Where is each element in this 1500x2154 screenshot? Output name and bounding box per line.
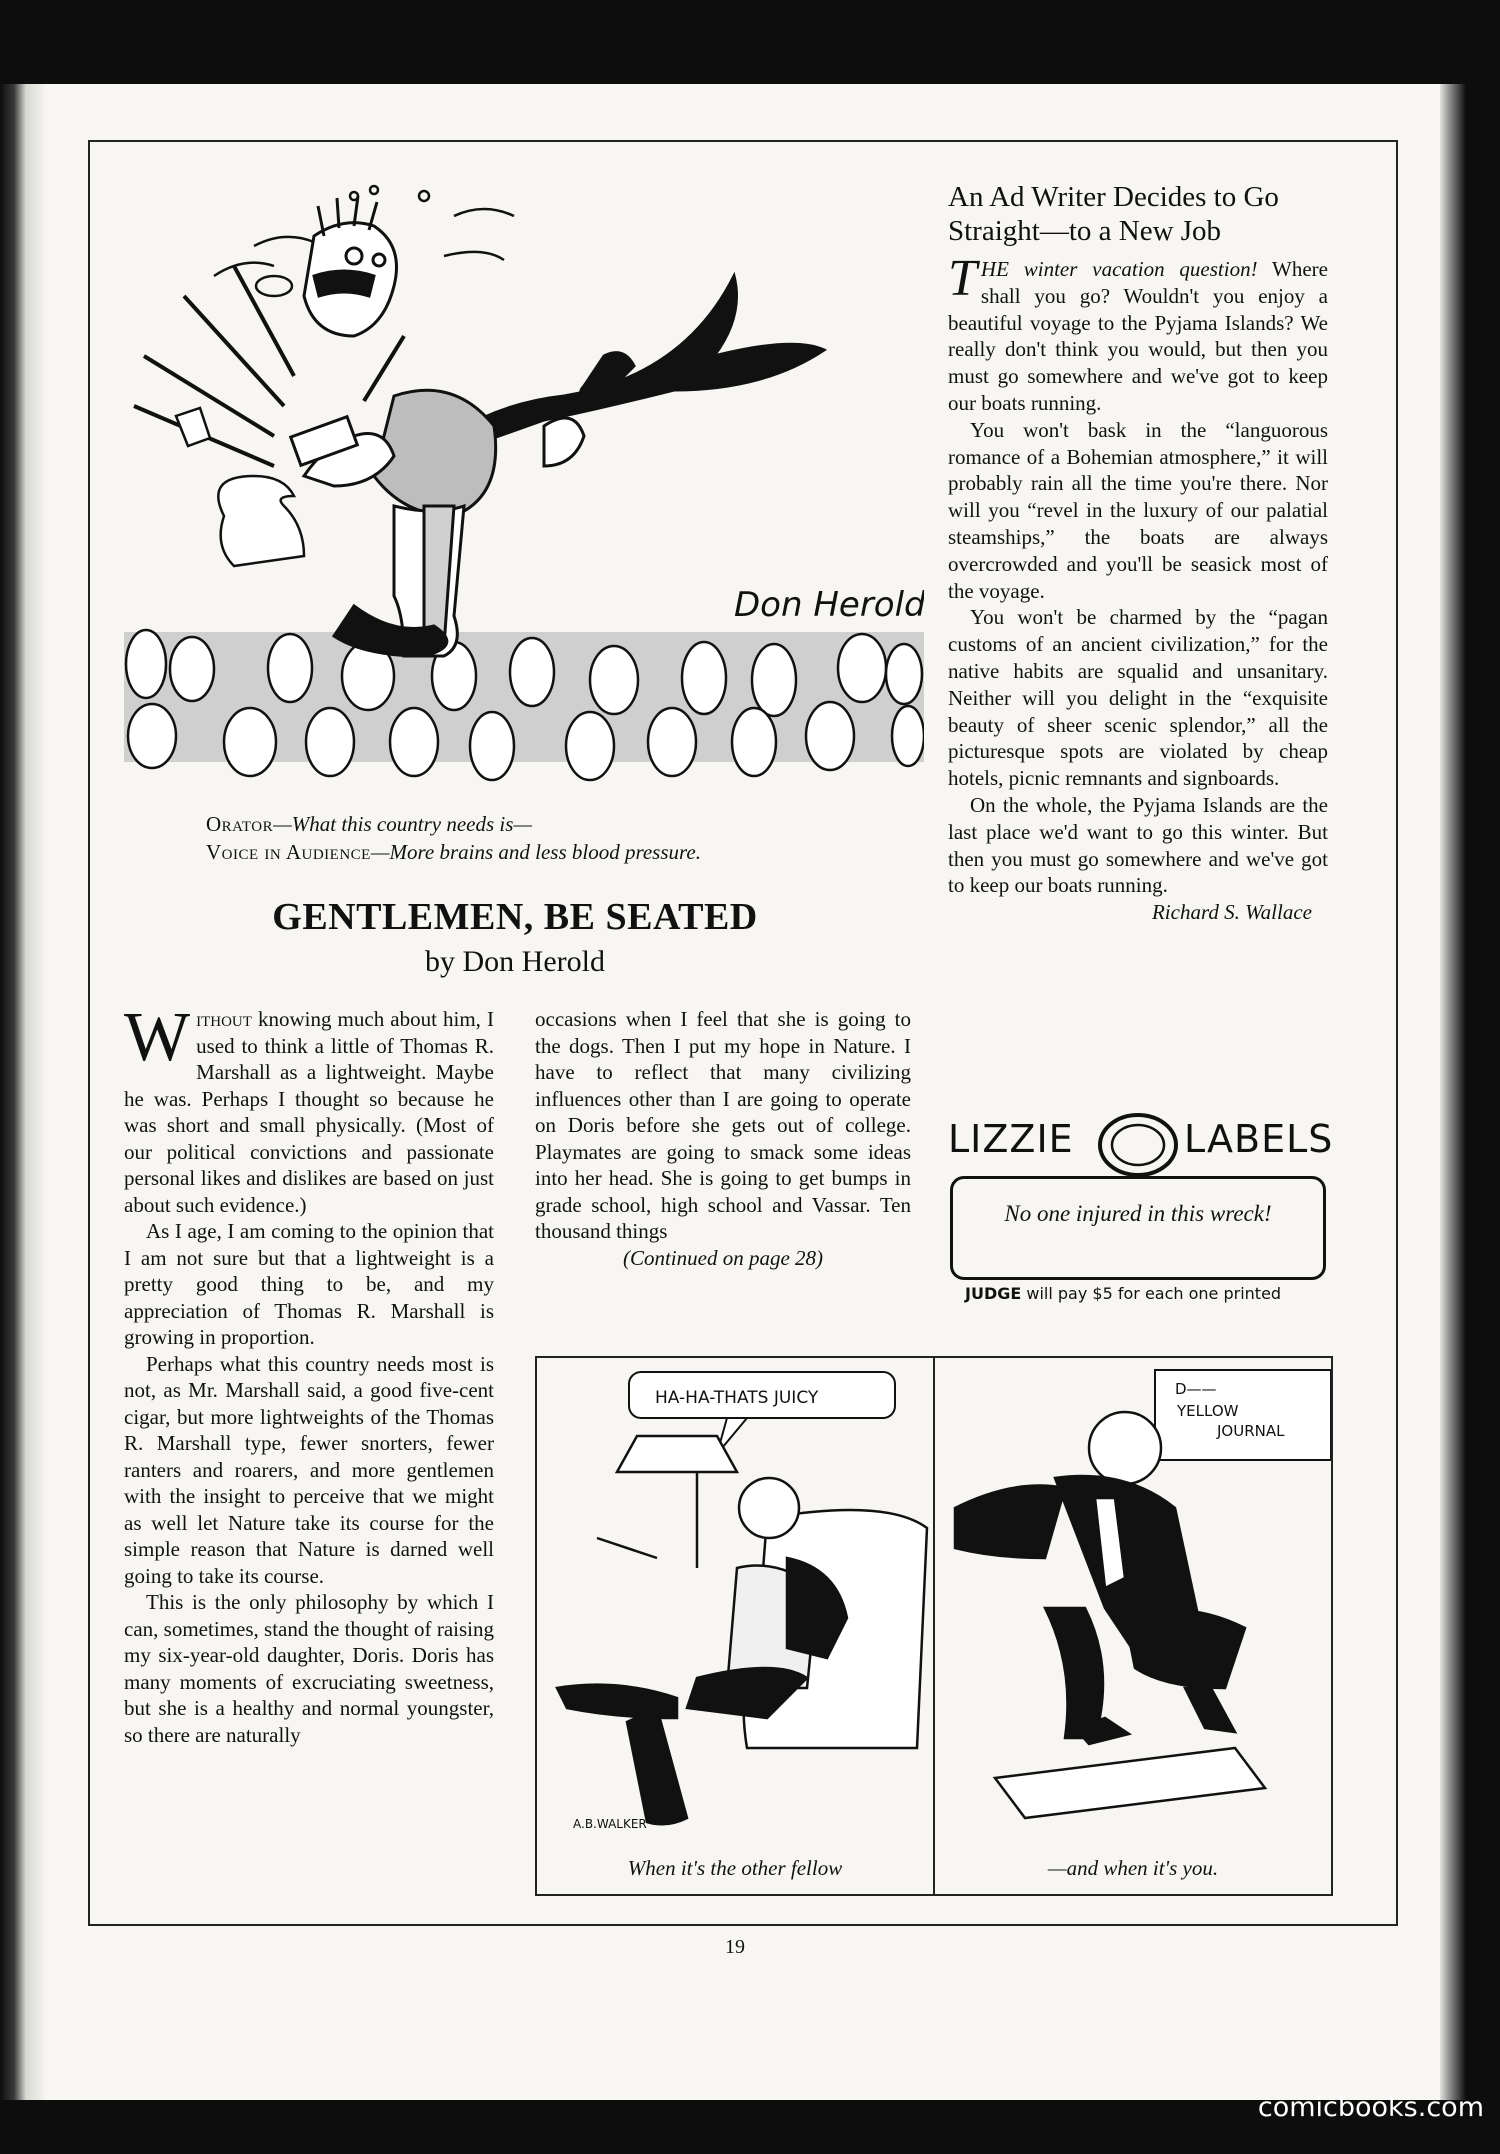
- caption-speaker-1: Orator: [206, 812, 274, 836]
- balloon-2-line-2: YELLOW: [1177, 1402, 1239, 1420]
- sidebar-signature: Richard S. Wallace: [1151, 900, 1312, 925]
- lizzie-title-left: LIZZIE: [948, 1117, 1074, 1161]
- balloon-2-line-3: JOURNAL: [1217, 1422, 1285, 1440]
- caption-line-1: —What this country needs is—: [273, 812, 533, 836]
- sidebar-drop-cap: T: [948, 250, 977, 307]
- page-number: 19: [725, 1936, 745, 1958]
- balloon-2-line-1: D——: [1175, 1380, 1217, 1398]
- paragraph-4: This is the only philosophy by which I can, sometimes, stand the thought of raising my six-year-old daughter, Doris. Doris has many moments of excruciating sweetness, but she is a healthy and normal youngster, so there are naturally: [124, 1590, 494, 1747]
- orator-cartoon: [124, 176, 924, 796]
- lizzie-label-box: [950, 1176, 1326, 1280]
- orator-caption: [206, 810, 906, 866]
- book-spine-shadow: [0, 84, 44, 2100]
- drop-cap: W: [124, 999, 191, 1076]
- paragraph-5: occasions when I feel that she is going to the dogs. Then I put my hope in Nature. I have to reflect that many civilizing influences other than I are going to operate on Doris before she gets out of college. Playmates are going to smack some ideas into her head. She is going to get bumps in grade school, high school and Vassar. Ten thousand things: [535, 1007, 911, 1243]
- paragraph-1: knowing much about him, I used to think a little of Thomas R. Marshall as a lightweight. Maybe he was. Perhaps I thought so because he was short and small physically. (Most of our political convictions and passionate personal likes and dislikes are based on just about such evidence.): [124, 1007, 494, 1217]
- lizzie-footer: [965, 1284, 1325, 1303]
- lead-in: ithout: [196, 1007, 252, 1031]
- comic-panel-2: [933, 1356, 1333, 1896]
- lizzie-title-right: LABELS: [1184, 1117, 1334, 1161]
- continued-link[interactable]: (Continued on page 28): [622, 1245, 824, 1270]
- article-title: GENTLEMEN, BE SEATED: [272, 896, 758, 938]
- sidebar-paragraph-4: On the whole, the Pyjama Islands are the last place we'd want to go this winter. But then you must go somewhere and we've got to keep our boats running.: [948, 792, 1328, 898]
- angry-man-figure: [955, 1412, 1265, 1818]
- water-glass-and-pitcher: [176, 408, 304, 566]
- sidebar-article: [948, 250, 1328, 926]
- panel-1-caption: When it's the other fellow: [627, 1856, 843, 1880]
- panel-2-caption: —and when it's you.: [1047, 1856, 1219, 1880]
- sidebar-title: An Ad Writer Decides to Go Straight—to a New Job: [948, 181, 1279, 247]
- sidebar-lead-in: HE winter vacation question!: [980, 257, 1258, 281]
- sidebar-paragraph-2: You won't bask in the “languorous romance of a Bohemian atmosphere,” it will probably rain all the time you're there. Nor will you “revel in the luxury of our palatial steamships,” the boats are always overcrowded and you'll be seasick most of the voyage.: [948, 417, 1328, 603]
- reading-man-figure: [557, 1436, 927, 1824]
- lizzie-footer-text: will pay $5 for each one printed: [1021, 1284, 1282, 1303]
- site-watermark: comicbooks.com: [1257, 2092, 1484, 2123]
- caption-line-2: —More brains and less blood pressure.: [370, 840, 701, 864]
- sidebar-paragraph-1: Where shall you go? Wouldn't you enjoy a beautiful voyage to the Pyjama Islands? We really don't think you would, but then you must go somewhere and we've got to keep our boats running.: [948, 257, 1328, 415]
- article-column-1: [124, 999, 494, 1748]
- cartoonist-signature: Don Herold: [734, 585, 924, 625]
- paragraph-3: Perhaps what this country needs most is not, as Mr. Marshall said, a good five-cent cigar, but more lightweights of the Thomas R. Marshall type, fewer snorters, fewer ranters and roarers, and more gentlemen with the insight to perceive that we might as well let Nature take its course for the simple reason that Nature is darned well going to take its course.: [124, 1351, 494, 1588]
- balloon-1-text: HA-HA-THATS JUICY: [655, 1388, 819, 1408]
- page-edge-shadow: [1440, 84, 1500, 2100]
- lizzie-label-text: No one injured in this wreck!: [1004, 1201, 1272, 1226]
- tire-icon: [1096, 1112, 1180, 1178]
- judge-brand: JUDGE: [965, 1284, 1022, 1303]
- article-byline: by Don Herold: [425, 945, 605, 978]
- caption-speaker-2: Voice in Audience: [206, 840, 371, 864]
- panel-1-signature: A.B.WALKER: [573, 1817, 647, 1831]
- paragraph-2: As I age, I am coming to the opinion that I am not sure but that a lightweight is a pretty good thing to be, and my appreciation of Thomas R. Marshall is growing in proportion.: [124, 1219, 494, 1349]
- sidebar-paragraph-3: You won't be charmed by the “pagan customs of an ancient civilization,” for the native habits are squalid and unsanitary. Neither will you delight in the “exquisite beauty of sheer scenic splendor,” all the picturesque spots are violated by cheap hotels, picnic remnants and signboards.: [948, 605, 1328, 791]
- article-column-2: [535, 1006, 911, 1271]
- comic-panel-1: [535, 1356, 935, 1896]
